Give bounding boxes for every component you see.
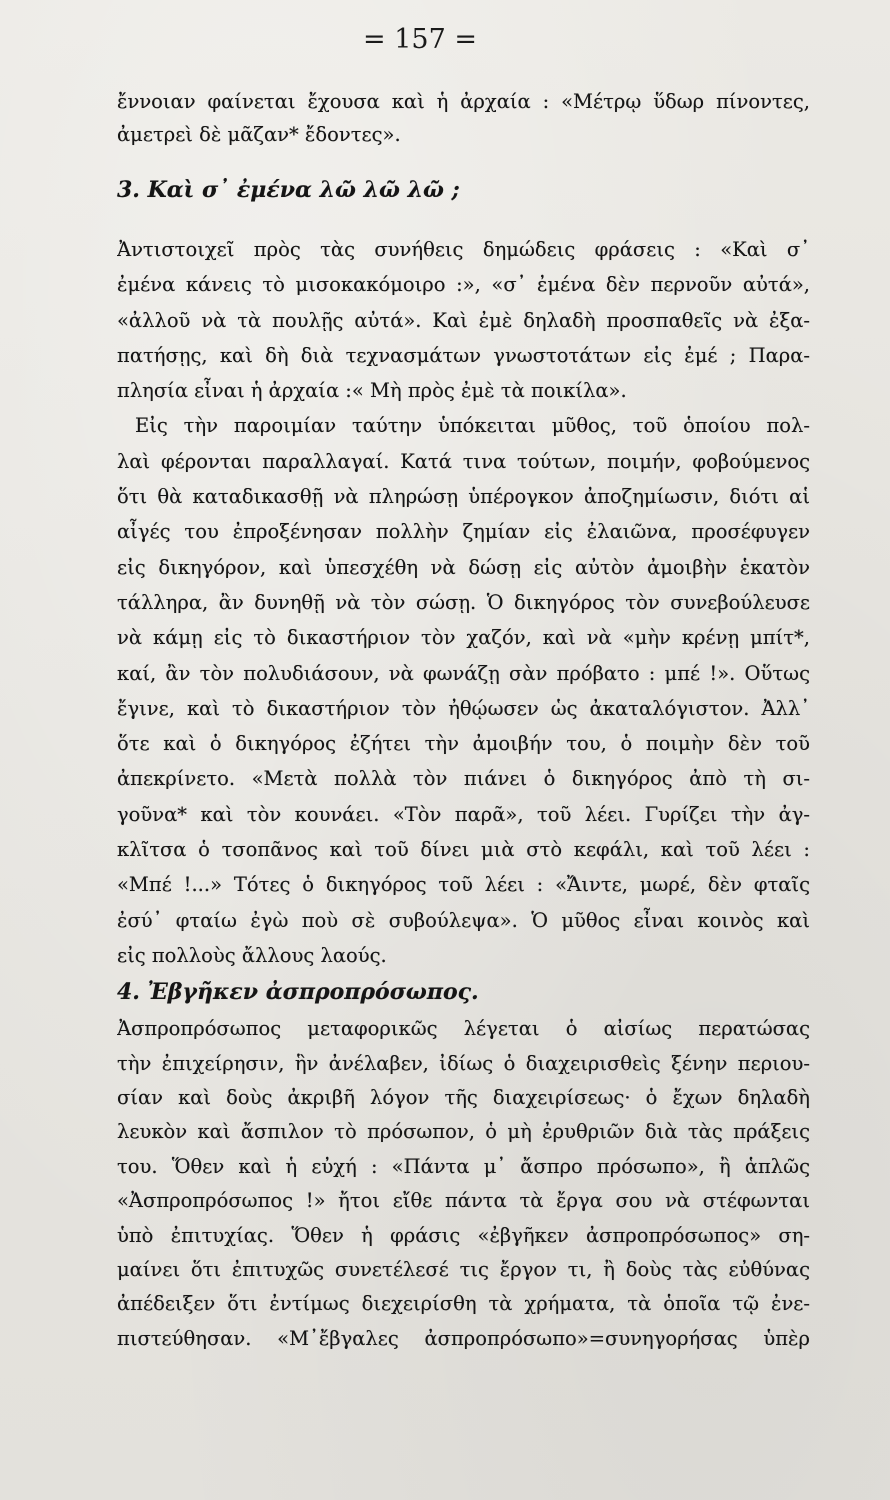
paragraph-line: εἰς πολλοὺς ἄλλους λαούς. [117,943,387,967]
paragraph-line: ἐμένα κάνεις τὸ μισοκακόμοιρο :», «σ᾽ ἐμένα δὲν περνοῦν αὐτά», [117,273,810,297]
paragraph-line: ἐσύ᾽ φταίω ἐγὼ ποὺ σὲ συβούλεψα». Ὁ μῦθος εἶναι κοινὸς καὶ [117,908,810,932]
paragraph-line: ἀπέδειξεν ὅτι ἐντίμως διεχειρίσθη τὰ χρήματα, τὰ ὁποῖα τῷ ἐνε- [117,1292,810,1316]
paragraph-line: «ἀλλοῦ νὰ τὰ πουλῇς αὐτά». Καὶ ἐμὲ δηλαδὴ προσπαθεῖς νὰ ἐξα- [117,308,810,332]
paragraph-line: τάλληρα, ἂν δυνηθῇ νὰ τὸν σώσῃ. Ὁ δικηγόρος τὸν συνεβούλευσε [117,590,810,614]
paragraph-line: ἔννοιαν φαίνεται ἔχουσα καὶ ἡ ἀρχαία : «Μέτρῳ ὕδωρ πίνοντες, [117,90,810,113]
paragraph-line: ὅτε καὶ ὁ δικηγόρος ἐζήτει τὴν ἀμοιβήν του, ὁ ποιμὴν δὲν τοῦ [117,732,810,756]
paragraph-line: πλησία εἶναι ἡ ἀρχαία :« Μὴ πρὸς ἐμὲ τὰ ποικίλα». [117,379,627,403]
paragraph-line: Ἀσπροπρόσωπος μεταφορικῶς λέγεται ὁ αἰσίως περατώσας [117,1017,810,1041]
paragraph-line: ἔγινε, καὶ τὸ δικαστήριον τὸν ἠθῴωσεν ὡς ἀκαταλόγιστον. Ἀλλ᾽ [117,696,810,720]
paragraph-line: πατήσῃς, καὶ δὴ διὰ τεχνασμάτων γνωστοτάτων εἰς ἐμέ ; Παρα- [117,343,810,367]
paragraph-line: Εἰς τὴν παροιμίαν ταύτην ὑπόκειται μῦθος, τοῦ ὁποίου πολ- [135,414,810,438]
section-3-heading: 3. Καὶ σ᾽ ἐμένα λῶ λῶ λῶ ; [117,177,460,203]
intro-paragraph [117,85,810,151]
paragraph-line: σίαν καὶ δοὺς ἀκριβῆ λόγον τῆς διαχειρίσεως· ὁ ἔχων δηλαδὴ [117,1086,810,1110]
paragraph-line: λευκὸν καὶ ἄσπιλον τὸ πρόσωπον, ὁ μὴ ἐρυθριῶν διὰ τὰς πράξεις [117,1120,810,1144]
section-4-heading: 4. Ἐβγῆκεν ἀσπροπρόσωπος. [117,979,479,1006]
section-4-paragraph-1 [117,1012,810,1356]
paragraph-line: του. Ὅθεν καὶ ἡ εὐχή : «Πάντα μ᾽ ἄσπρο πρόσωπο», ἢ ἁπλῶς [117,1154,810,1178]
paragraph-line: ὅτι θὰ καταδικασθῇ νὰ πληρώσῃ ὑπέρογκον ἀποζημίωσιν, διότι αἱ [117,485,810,509]
text-body [117,85,810,1356]
paragraph-line: μαίνει ὅτι ἐπιτυχῶς συνετέλεσέ τις ἔργον τι, ἢ δοὺς τὰς εὐθύνας [117,1257,810,1281]
paragraph-line: καί, ἂν τὸν πολυδιάσουν, νὰ φωνάζῃ σὰν πρόβατο : μπέ !». Οὕτως [117,661,810,685]
section-3-paragraph-1 [117,232,810,408]
paragraph-line: «Ἀσπροπρόσωπος !» ἤτοι εἴθε πάντα τὰ ἔργα σου νὰ στέφωνται [117,1189,810,1213]
paragraph-line: πιστεύθησαν. «Μ᾽ἔβγαλες ἀσπροπρόσωπο»=συνηγορήσας ὑπὲρ [117,1326,810,1350]
paragraph-line: λαὶ φέρονται παραλλαγαί. Κατά τινα τούτων, ποιμήν, φοβούμενος [117,449,810,473]
paragraph-line: ἀμετρεὶ δὲ μᾶζαν* ἔδοντες». [117,123,401,146]
paragraph-line: γοῦνα* καὶ τὸν κουνάει. «Τὸν παρᾶ», τοῦ λέει. Γυρίζει τὴν ἀγ- [117,802,810,826]
paragraph-line: νὰ κάμῃ εἰς τὸ δικαστήριον τὸν χαζόν, καὶ νὰ «μὴν κρένῃ μπίτ*, [117,626,810,650]
page-number: = 157 = [363,24,477,55]
section-3-paragraph-2 [117,408,810,973]
paragraph-line: «Μπέ !...» Τότες ὁ δικηγόρος τοῦ λέει : «Ἄιντε, μωρέ, δὲν φταῖς [117,873,810,897]
paragraph-line: αἶγές του ἐπροξένησαν πολλὴν ζημίαν εἰς ἐλαιῶνα, προσέφυγεν [117,520,810,544]
paragraph-line: ὑπὸ ἐπιτυχίας. Ὅθεν ἡ φράσις «ἐβγῆκεν ἀσπροπρόσωπος» ση- [117,1223,810,1247]
paragraph-line: κλῖτσα ὁ τσοπᾶνος καὶ τοῦ δίνει μιὰ στὸ κεφάλι, καὶ τοῦ λέει : [117,838,810,862]
paragraph-line: Ἀντιστοιχεῖ πρὸς τὰς συνήθεις δημώδεις φράσεις : «Καὶ σ᾽ [117,238,810,261]
paragraph-line: ἀπεκρίνετο. «Μετὰ πολλὰ τὸν πιάνει ὁ δικηγόρος ἀπὸ τὴ σι- [117,767,810,791]
paragraph-line: τὴν ἐπιχείρησιν, ἣν ἀνέλαβεν, ἰδίως ὁ διαχειρισθεὶς ξένην περιου- [117,1051,810,1075]
paragraph-line: εἰς δικηγόρον, καὶ ὑπεσχέθη νὰ δώσῃ εἰς αὐτὸν ἀμοιβὴν ἑκατὸν [117,555,810,579]
